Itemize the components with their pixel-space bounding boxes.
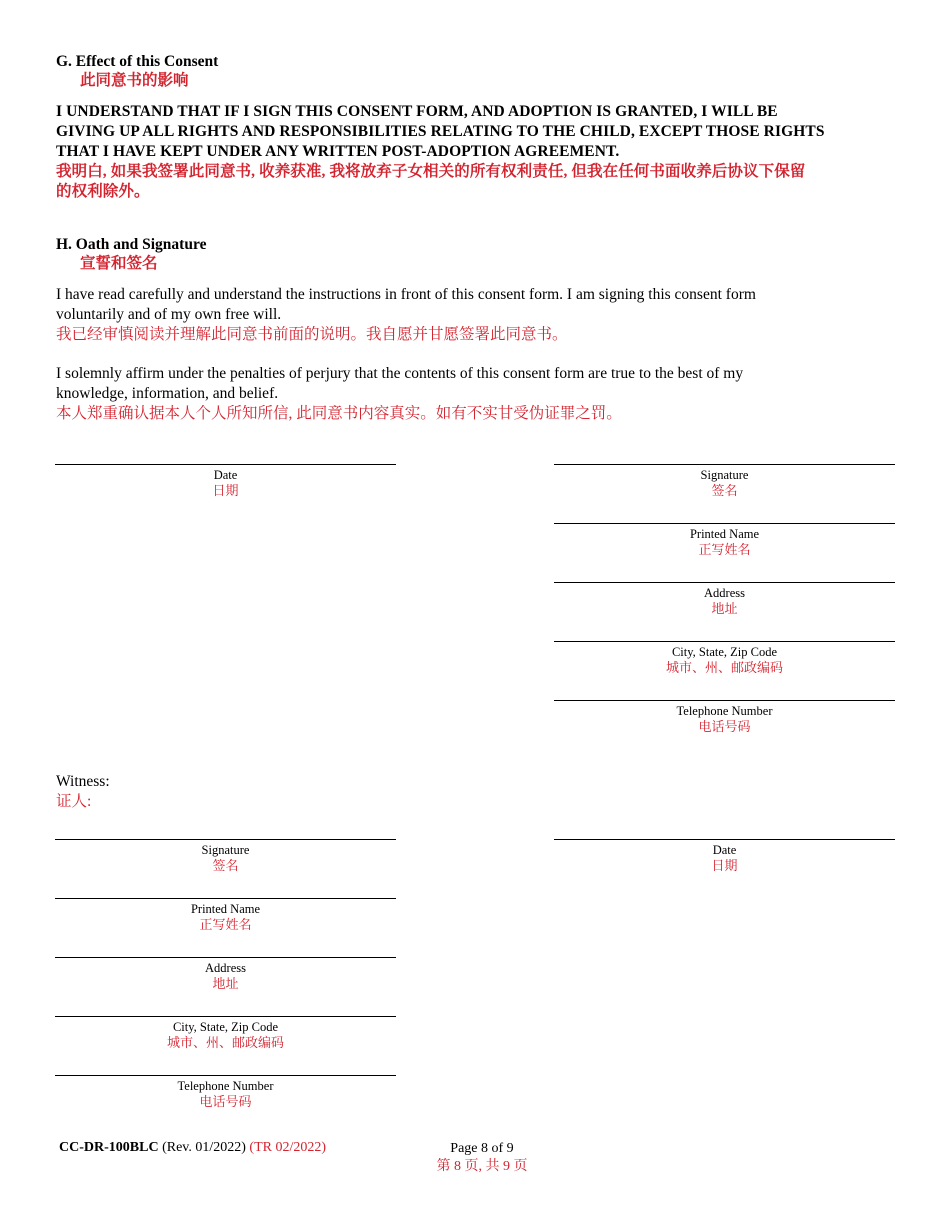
signer-signature-label — [554, 467, 895, 499]
witness-phone-label-zh: 电话号码 — [199, 1094, 252, 1109]
witness-signature-label — [55, 842, 396, 874]
witness-heading — [56, 772, 110, 812]
witness-address-label-en: Address — [205, 961, 246, 975]
witness-signature-label-en: Signature — [201, 843, 250, 857]
oath-text-line: voluntarily and of my own free will. — [56, 306, 282, 323]
witness-date-label — [554, 842, 895, 874]
witness-label-zh: 证人: — [56, 793, 92, 810]
signer-address-line[interactable] — [554, 582, 895, 583]
witness-city-label — [55, 1019, 396, 1051]
witness-phone-line[interactable] — [55, 1075, 396, 1076]
signer-printed-name-label — [554, 526, 895, 558]
witness-address-label — [55, 960, 396, 992]
signer-address-label-en: Address — [704, 586, 745, 600]
affirm-text-line: knowledge, information, and belief. — [56, 385, 279, 402]
witness-city-line[interactable] — [55, 1016, 396, 1017]
oath-text-zh: 我已经审慎阅读并理解此同意书前面的说明。我自愿并甘愿签署此同意书。 — [56, 326, 568, 343]
signer-printed-name-line[interactable] — [554, 523, 895, 524]
witness-printed-name-label-zh: 正写姓名 — [199, 917, 252, 932]
witness-address-line[interactable] — [55, 957, 396, 958]
section-h-heading — [56, 235, 206, 273]
oath-paragraph-2 — [56, 364, 916, 424]
signer-date-line[interactable] — [55, 464, 396, 465]
signer-date-label — [55, 467, 396, 499]
page-number-zh: 第 8 页, 共 9 页 — [436, 1159, 528, 1174]
section-g-text-zh-line: 的权利除外。 — [56, 183, 150, 200]
affirm-text-zh: 本人郑重确认据本人个人所知所信, 此同意书内容真实。如有不实甘受伪证罪之罚。 — [56, 405, 622, 422]
witness-signature-line[interactable] — [55, 839, 396, 840]
form-translation-revision: (TR 02/2022) — [249, 1140, 327, 1155]
signer-city-label-zh: 城市、州、邮政编码 — [665, 660, 783, 675]
form-id: CC-DR-100BLC — [59, 1140, 159, 1155]
signer-printed-name-label-en: Printed Name — [689, 527, 760, 541]
witness-date-label-en: Date — [712, 843, 737, 857]
witness-phone-label-en: Telephone Number — [177, 1079, 274, 1093]
signer-date-label-zh: 日期 — [212, 483, 239, 498]
section-g-text-line: I UNDERSTAND THAT IF I SIGN THIS CONSENT FORM, AND ADOPTION IS GRANTED, I WILL BE — [56, 103, 778, 120]
page-number — [402, 1140, 562, 1176]
page-number-en: Page 8 of 9 — [450, 1141, 514, 1156]
witness-printed-name-label-en: Printed Name — [190, 902, 261, 916]
witness-printed-name-label — [55, 901, 396, 933]
signer-phone-label — [554, 703, 895, 735]
witness-city-label-en: City, State, Zip Code — [172, 1020, 279, 1034]
signer-phone-label-zh: 电话号码 — [698, 719, 751, 734]
signer-signature-line[interactable] — [554, 464, 895, 465]
signer-signature-label-zh: 签名 — [711, 483, 738, 498]
witness-phone-label — [55, 1078, 396, 1110]
signer-address-label — [554, 585, 895, 617]
signer-phone-line[interactable] — [554, 700, 895, 701]
section-g-body — [56, 102, 916, 202]
section-g-text-line: THAT I HAVE KEPT UNDER ANY WRITTEN POST-ADOPTION AGREEMENT. — [56, 143, 620, 160]
signer-city-label — [554, 644, 895, 676]
signer-printed-name-label-zh: 正写姓名 — [698, 542, 751, 557]
witness-date-label-zh: 日期 — [711, 858, 738, 873]
affirm-text-line: I solemnly affirm under the penalties of perjury that the contents of this consent form are true to the best of my — [56, 365, 744, 382]
signer-phone-label-en: Telephone Number — [676, 704, 773, 718]
signer-city-line[interactable] — [554, 641, 895, 642]
section-g-text-zh-line: 我明白, 如果我签署此同意书, 收养获准, 我将放弃子女相关的所有权利责任, 但我在任何书面收养后协议下保留 — [56, 163, 806, 180]
form-identifier — [59, 1139, 326, 1157]
witness-city-label-zh: 城市、州、邮政编码 — [166, 1035, 284, 1050]
witness-address-label-zh: 地址 — [212, 976, 239, 991]
oath-text-line: I have read carefully and understand the instructions in front of this consent form. I am signing this consent form — [56, 286, 756, 303]
witness-printed-name-line[interactable] — [55, 898, 396, 899]
witness-signature-label-zh: 签名 — [212, 858, 239, 873]
section-g-heading — [56, 52, 218, 90]
signer-date-label-en: Date — [213, 468, 238, 482]
signer-city-label-en: City, State, Zip Code — [671, 645, 778, 659]
form-revision: (Rev. 01/2022) — [162, 1140, 246, 1155]
section-g-title-zh: 此同意书的影响 — [80, 72, 189, 89]
signer-address-label-zh: 地址 — [711, 601, 738, 616]
witness-date-line[interactable] — [554, 839, 895, 840]
section-g-title: G. Effect of this Consent — [56, 53, 219, 70]
oath-paragraph-1 — [56, 285, 916, 345]
section-h-title: H. Oath and Signature — [56, 236, 207, 253]
signer-signature-label-en: Signature — [700, 468, 749, 482]
witness-label: Witness: — [56, 773, 110, 790]
section-h-title-zh: 宣誓和签名 — [80, 255, 158, 272]
section-g-text-line: GIVING UP ALL RIGHTS AND RESPONSIBILITIES RELATING TO THE CHILD, EXCEPT THOSE RIGHTS — [56, 123, 825, 140]
